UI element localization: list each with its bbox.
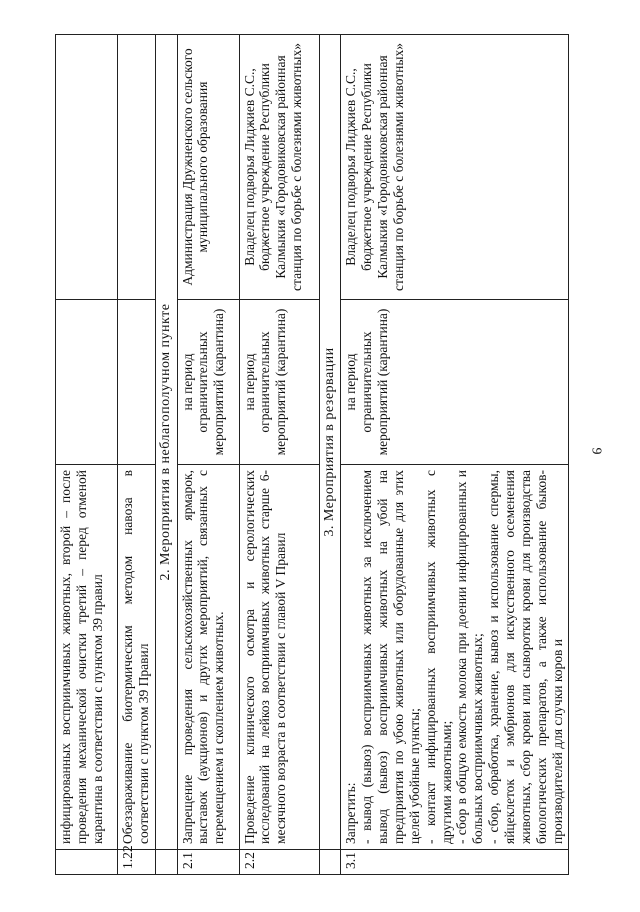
table-row xyxy=(239,35,319,875)
section-row xyxy=(319,35,341,875)
section-title: 2. Мероприятия в неблагополучном пункте xyxy=(156,35,178,850)
section-number-cell xyxy=(319,850,341,875)
action-cell: Проведение клинического осмотра и серологических исследований на лейкоз восприимчивых животных старше 6-месячного возраста в соответствии с главой V Правил xyxy=(239,465,319,850)
executor-cell: Владелец подворья Лиджиев С.С., бюджетное учреждение Республики Калмыкия «Городовиковская районная станция по борьбе с болезнями животных» xyxy=(239,35,319,300)
executor-cell xyxy=(56,35,118,300)
table-row xyxy=(177,35,239,875)
action-cell: инфицированных восприимчивых животных, второй – после проведения механической очистки третий – перед отменой карантина в соответствии с пунктом 39 правил xyxy=(56,465,118,850)
action-cell xyxy=(341,465,569,850)
term-cell xyxy=(56,300,118,465)
term-cell: на период ограничительных мероприятий (карантина) xyxy=(177,300,239,465)
executor-cell xyxy=(118,35,156,300)
term-cell xyxy=(118,300,156,465)
row-number: 3.1 xyxy=(341,850,569,875)
action-line: - вывод (вывоз) восприимчивых животных за исключением вывод (вывоз) восприимчивых животных на убой на предприятия по убою животных или оборудованные для этих целей убойные пункты; xyxy=(358,470,422,844)
measures-table xyxy=(55,34,569,875)
table-row xyxy=(56,35,118,875)
action-cell: Запрещение проведения сельскохозяйственных ярмарок, выставок (аукционов) и других мероприятий, связанных с перемещением и скоплением животных. xyxy=(177,465,239,850)
rotated-page-content xyxy=(55,35,615,875)
executor-cell: Владелец подворья Лиджиев С.С., бюджетное учреждение Республики Калмыкия «Городовиковская районная станция по борьбе с болезнями животных» xyxy=(341,35,569,300)
section-number-cell xyxy=(156,850,178,875)
term-cell: на период ограничительных мероприятий (карантина) xyxy=(341,300,569,465)
page-number: 9 xyxy=(588,447,604,455)
action-line: - контакт инфицированных восприимчивых животных с другими животными; xyxy=(422,470,454,844)
row-number: 1.22 xyxy=(118,850,156,875)
section-title: 3. Мероприятия в резервации xyxy=(319,35,341,850)
table-row xyxy=(341,35,569,875)
term-cell: на период ограничительных мероприятий (карантина) xyxy=(239,300,319,465)
table-row xyxy=(118,35,156,875)
row-number xyxy=(56,850,118,875)
executor-cell: Администрация Дружненского сельского муниципального образования xyxy=(177,35,239,300)
action-line: Запретить: xyxy=(343,782,359,844)
section-row xyxy=(156,35,178,875)
row-number: 2.1 xyxy=(177,850,239,875)
row-number: 2.2 xyxy=(239,850,319,875)
action-cell: Обеззараживание биотермическим методом навоза в соответствии с пунктом 39 Правил xyxy=(118,465,156,850)
action-line: - сбор в общую емкость молока при доении инфицированных и больных восприимчивых животных; xyxy=(454,470,486,844)
action-line: - сбор, обработка, хранение, вывоз и использование спермы, яйцеклеток и эмбрионов для искусственного осеменения животных, сбор крови или сыворотки крови для производства биологических препаратов, а также использование быков-производителей для случки коров и xyxy=(486,470,566,844)
